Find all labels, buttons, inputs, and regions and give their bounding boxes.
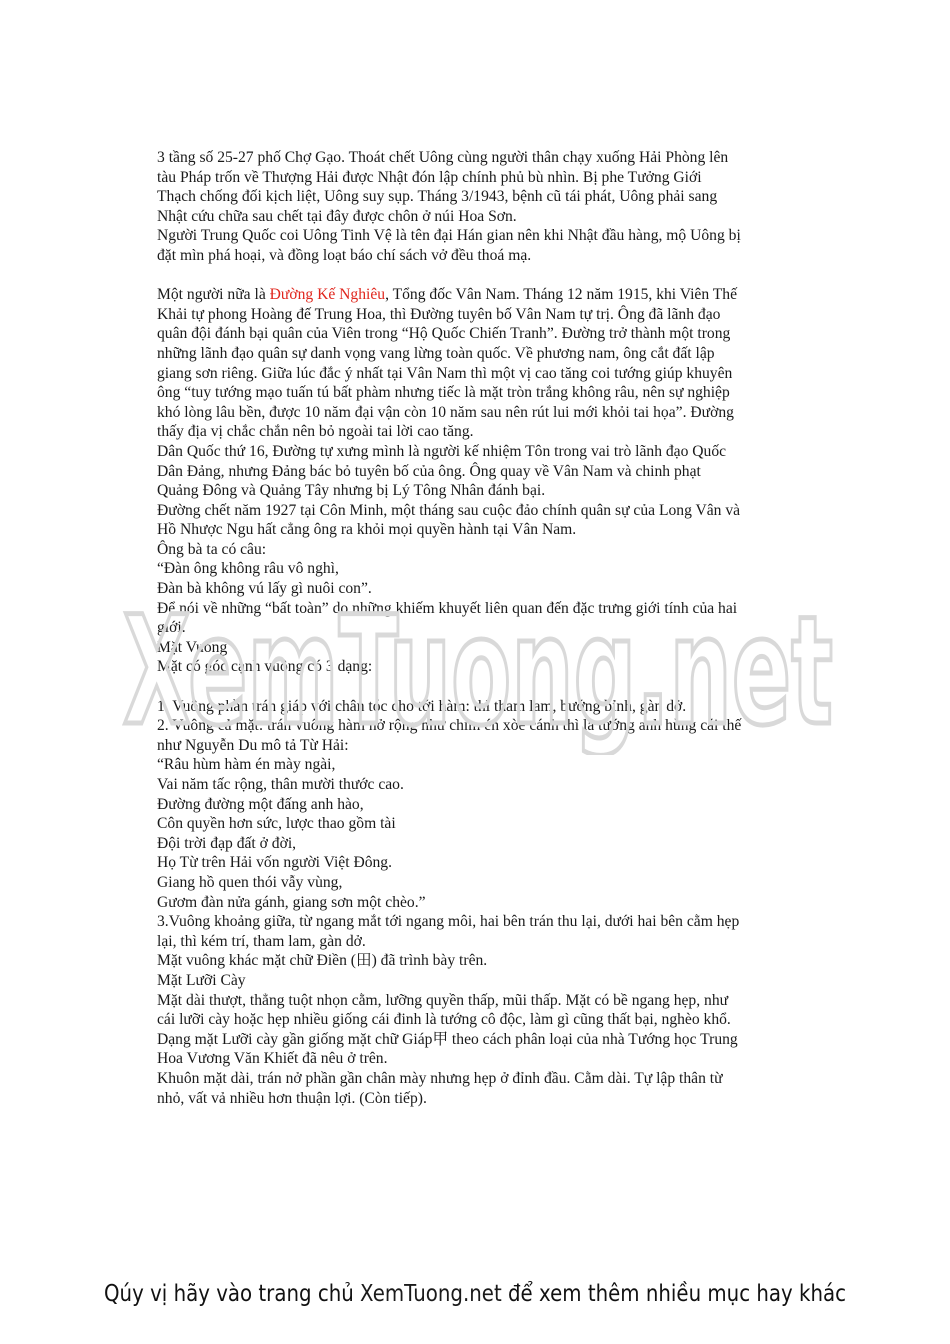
text-line: Để nói về những “bất toàn” do những khiếm khuyết liên quan đến đặc trưng giới tính của hai	[157, 599, 738, 617]
text-segment: , Tổng đốc Vân Nam. Tháng 12 năm 1915, khi Viên Thế	[385, 286, 737, 304]
text-line: Khải tự phong Hoàng đế Trung Hoa, thì Đường tuyên bố Vân Nam tự trị. Ông đã lãnh đạo	[157, 305, 721, 323]
text-line: Gươm đàn nửa gánh, giang sơn một chèo.”	[157, 893, 426, 911]
text-line: thấy địa vị chắc chắn nên bỏ ngoài tai lời cao tăng.	[157, 423, 474, 441]
text-line: 3.Vuông khoảng giữa, từ ngang mắt tới ngang môi, hai bên trán thu lại, dưới hai bên cằm hẹp	[157, 913, 740, 931]
text-line: “Râu hùm hàm én mày ngài,	[157, 756, 336, 774]
text-line: 1. Vuông phần trán giáp với chân tóc cho tới hàm: thì tham lam, bướng bỉnh, gàn dở.	[157, 697, 687, 715]
text-line: Mặt Vuông	[157, 638, 228, 656]
text-line: Mặt vuông khác mặt chữ Điền (田) đã trình bày trên.	[157, 952, 488, 970]
text-line: Họ Từ trên Hải vốn người Việt Đông.	[157, 854, 392, 872]
blank-line	[157, 266, 807, 286]
watermark-text: XemTuong.net	[123, 585, 833, 755]
text-line: cái lưỡi cày hoặc hẹp nhiều giống cái đinh là tướng cô độc, làm gì cũng thất bại, nghèo khổ.	[157, 1011, 731, 1029]
footer-text-pre: Qúy vị hãy vào trang chủ	[103, 1281, 361, 1307]
highlighted-name-link[interactable]: Đường Kế Nghiêu	[269, 286, 386, 304]
text-line: Đàn bà không vú lấy gì nuôi con”.	[157, 580, 372, 598]
text-line: Dạng mặt Lưỡi cày gần giống mặt chữ Giáp甲 theo cách phân loại của nhà Tướng học Trung	[157, 1030, 738, 1048]
text-line: Dân Đảng, nhưng Đảng bác bỏ tuyên bố của ông. Ông quay về Vân Nam và chinh phạt	[157, 462, 701, 480]
text-line: giang sơn riêng. Giữa lúc đắc ý nhất tại Vân Nam thì một vị cao tăng coi tướng giúp khuyên	[157, 364, 733, 382]
text-line: Hoa Vương Văn Khiết đã nêu ở trên.	[157, 1050, 388, 1068]
text-line: Khuôn mặt dài, trán nở phần gần chân mày nhưng hẹp ở đỉnh đầu. Cằm dài. Tự lập thân từ	[157, 1069, 723, 1087]
text-line: Quảng Đông và Quảng Tây nhưng bị Lý Tông Nhân đánh bại.	[157, 482, 546, 500]
text-line: nhỏ, vất vả nhiều hơn thuận lợi. (Còn tiếp).	[157, 1089, 427, 1107]
text-line: đặt mìn phá hoại, và đồng loạt báo chí sách vở đều thoá mạ.	[157, 246, 532, 264]
text-line: Đường chết năm 1927 tại Côn Minh, một tháng sau cuộc đảo chính quân sự của Long Vân và	[157, 501, 741, 519]
text-line: Vai năm tấc rộng, thân mười thước cao.	[157, 776, 404, 793]
footer-text-post: để xem thêm nhiều mục hay khác	[501, 1281, 847, 1307]
footer-notice	[67, 1281, 884, 1307]
text-line: Đường đường một đấng anh hào,	[157, 795, 364, 813]
text-line: Ông bà ta có câu:	[157, 540, 267, 558]
text-line: khó lòng lâu bền, được 10 năm đại vận còn 10 năm sau nên rút lui mới khỏi tai họa”. Đường	[157, 403, 734, 421]
text-line: Giang hồ quen thói vẫy vùng,	[157, 873, 343, 891]
text-line: tàu Pháp trốn về Thượng Hải được Nhật đón lập chính phủ bù nhìn. Bị phe Tưởng Giới	[157, 168, 702, 186]
text-line: Hồ Nhược Ngu hất cẳng ông ra khỏi mọi quyền hành tại Vân Nam.	[157, 521, 577, 539]
text-line: Mặt có góc cạnh vuông có 3 dạng:	[157, 658, 373, 676]
text-line: Nhật cứu chữa sau chết tại đây được chôn ở núi Hoa Sơn.	[157, 207, 517, 225]
text-line: Dân Quốc thứ 16, Đường tự xưng mình là người kế nhiệm Tôn trong vai trò lãnh đạo Quốc	[157, 442, 727, 460]
text-line: quân đội đánh bại quân của Viên trong “Hộ Quốc Chiến Tranh”. Đường trở thành một trong	[157, 325, 731, 343]
document-body	[157, 148, 807, 1108]
text-line: ông “tuy tướng mạo tuấn tú bất phàm nhưng tiếc là mặt tròn trắng không râu, nên sự nghiệp	[157, 384, 730, 402]
text-line: lại, thì kém trí, tham lam, gàn dở.	[157, 932, 366, 950]
blank-line	[157, 677, 807, 697]
text-line: Côn quyền hơn sức, lược thao gồm tài	[157, 815, 396, 833]
text-line: 3 tầng số 25-27 phố Chợ Gạo. Thoát chết Uông cùng người thân chạy xuống Hải Phòng lên	[157, 149, 729, 166]
text-line: Người Trung Quốc coi Uông Tinh Vệ là tên đại Hán gian nên khi Nhật đầu hàng, mộ Uông bị	[157, 227, 741, 245]
text-line: Đội trời đạp đất ở đời,	[157, 834, 297, 852]
text-line	[157, 285, 807, 305]
footer-site-link[interactable]: XemTuong.net	[360, 1281, 502, 1307]
text-line: 2. Vuông cả mặt: trán vuông hàm nở rộng như chim én xòe cánh thì là tướng anh hùng cái thế	[157, 717, 742, 735]
text-line: những lãnh đạo quân sự danh vọng vang lừng toàn quốc. Về phương nam, ông cắt đất lập	[157, 344, 715, 362]
text-line: Thạch chống đối kịch liệt, Uông suy sụp. Tháng 3/1943, bệnh cũ tái phát, Uông phải sang	[157, 188, 718, 206]
text-line: giới.	[157, 619, 186, 637]
text-line: Mặt Lưỡi Cày	[157, 971, 246, 989]
text-line: Mặt dài thượt, thẳng tuột nhọn cằm, lưỡng quyền thấp, mũi thấp. Mặt có bề ngang hẹp, như	[157, 991, 729, 1009]
text-segment: Một người nữa là	[157, 286, 270, 304]
text-line: như Nguyễn Du mô tả Từ Hải:	[157, 736, 349, 754]
text-line: “Đàn ông không râu vô nghì,	[157, 560, 339, 578]
